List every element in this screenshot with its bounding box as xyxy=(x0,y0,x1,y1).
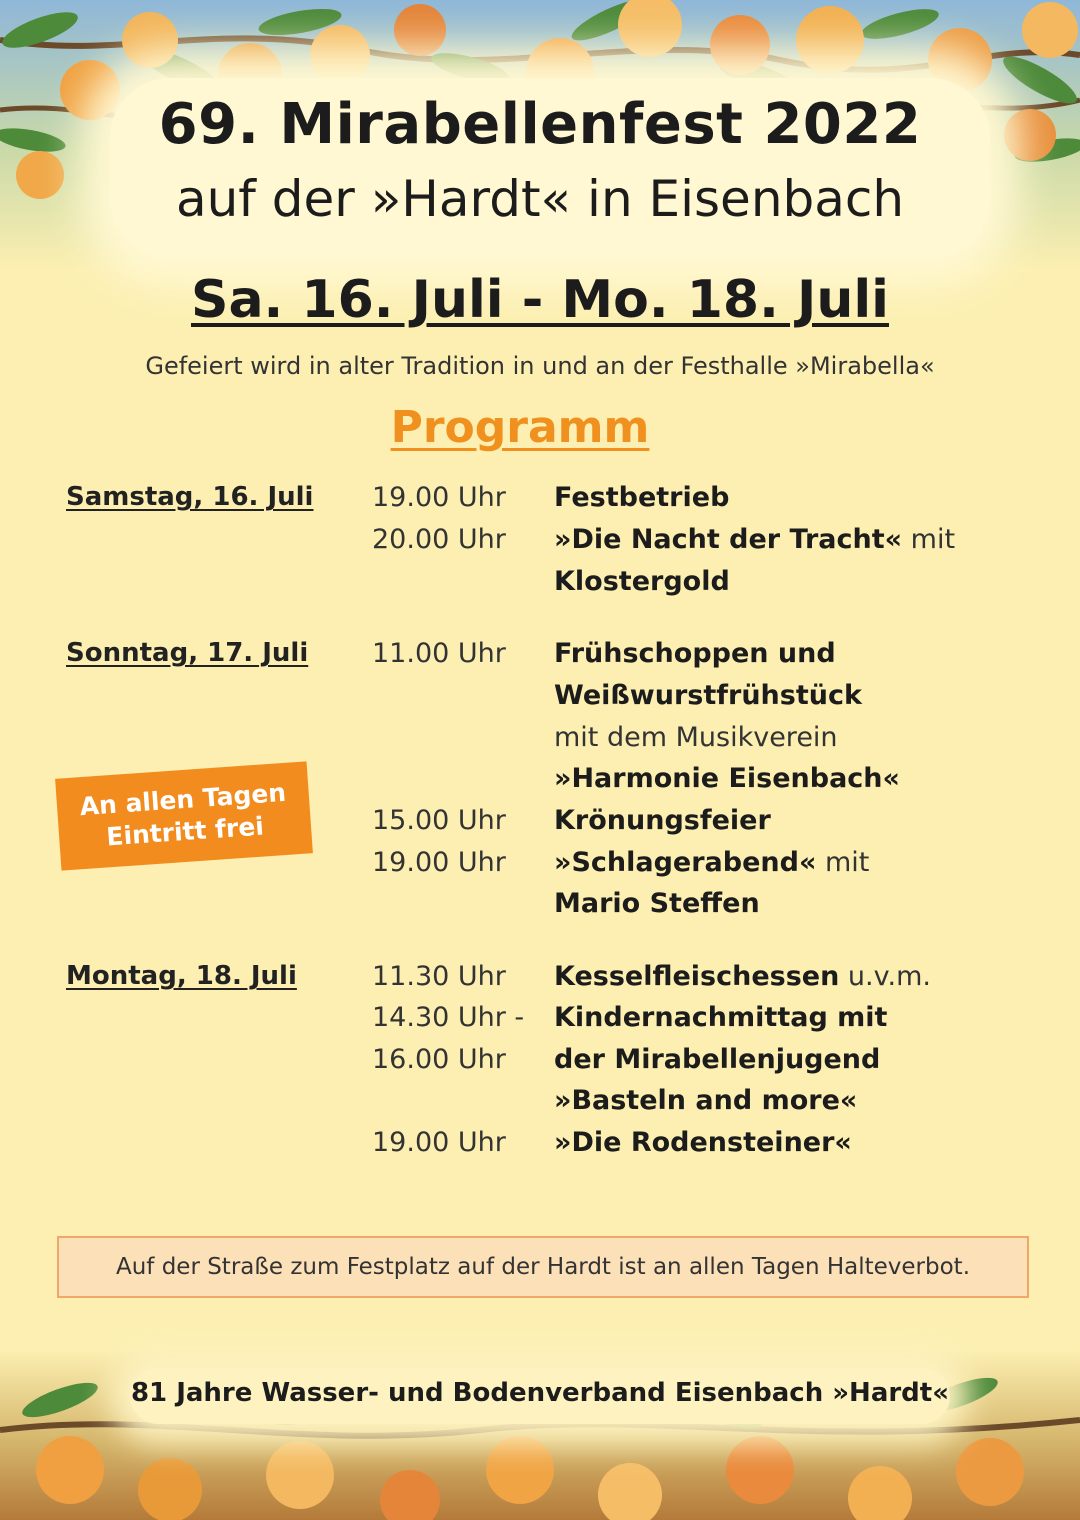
badge-line: An allen Tagen xyxy=(78,777,287,822)
event-entry: »Die Nacht der Tracht« mit xyxy=(554,524,956,555)
festival-title: 69. Mirabellenfest 2022 xyxy=(158,92,922,157)
event-entry: »Schlagerabend« mit xyxy=(554,847,870,878)
time-slot: 11.30 Uhr xyxy=(372,961,506,992)
time-slot: 19.00 Uhr xyxy=(372,1127,506,1158)
intro-text: Gefeiert wird in alter Tradition in und an der Festhalle »Mirabella« xyxy=(145,352,935,380)
event-entry: »Harmonie Eisenbach« xyxy=(554,763,900,794)
day-label-sunday: Sonntag, 17. Juli xyxy=(66,638,309,668)
time-slot: 14.30 Uhr - xyxy=(372,1002,525,1033)
event-entry: »Basteln and more« xyxy=(554,1085,858,1116)
event-entry: Weißwurstfrühstück xyxy=(554,680,862,711)
event-entry: mit dem Musikverein xyxy=(554,722,838,753)
event-entry: »Die Rodensteiner« xyxy=(554,1127,852,1158)
time-slot: 20.00 Uhr xyxy=(372,524,506,555)
event-entry: Frühschoppen und xyxy=(554,638,836,669)
event-entry: Klostergold xyxy=(554,566,730,597)
time-slot: 16.00 Uhr xyxy=(372,1044,506,1075)
event-entry: Kesselfleischessen u.v.m. xyxy=(554,961,931,992)
day-label-monday: Montag, 18. Juli xyxy=(66,961,297,991)
event-entry: Festbetrieb xyxy=(554,482,730,513)
time-slot: 19.00 Uhr xyxy=(372,847,506,878)
day-label-saturday: Samstag, 16. Juli xyxy=(66,482,314,512)
event-entry: der Mirabellenjugend xyxy=(554,1044,881,1075)
event-entry: Krönungsfeier xyxy=(554,805,771,836)
free-entry-badge xyxy=(55,761,313,870)
footer-text: 81 Jahre Wasser- und Bodenverband Eisenbach »Hardt« xyxy=(130,1378,950,1408)
event-entry: Kindernachmittag mit xyxy=(554,1002,888,1033)
time-slot: 19.00 Uhr xyxy=(372,482,506,513)
event-entry: Mario Steffen xyxy=(554,888,760,919)
program-heading: Programm xyxy=(390,402,650,453)
festival-dates: Sa. 16. Juli - Mo. 18. Juli xyxy=(191,270,889,330)
time-slot: 15.00 Uhr xyxy=(372,805,506,836)
badge-line: Eintritt frei xyxy=(105,811,265,852)
parking-notice: Auf der Straße zum Festplatz auf der Hardt ist an allen Tagen Halteverbot. xyxy=(57,1236,1029,1298)
festival-subtitle: auf der »Hardt« in Eisenbach xyxy=(175,170,905,228)
time-slot: 11.00 Uhr xyxy=(372,638,506,669)
